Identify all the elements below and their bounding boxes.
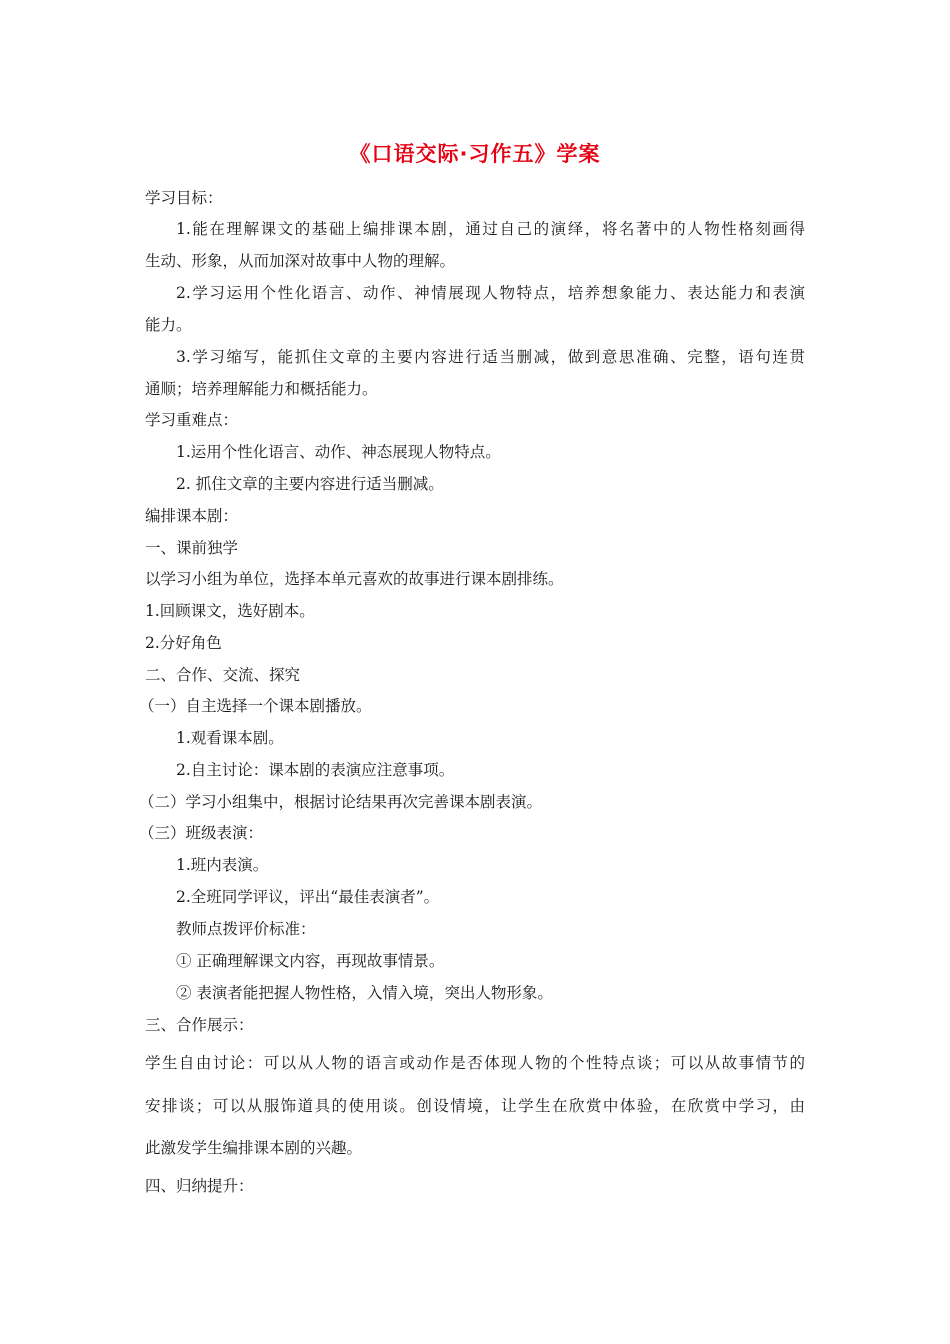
goal-2-line-1: 2.学习运用个性化语言、动作、神情展现人物特点，培养想象能力、表达能力和表演	[176, 284, 805, 302]
criteria-1: ① 正确理解课文内容，再现故事情景。	[176, 952, 445, 970]
section-2-sub-3-step-1: 1.班内表演。	[176, 856, 269, 874]
section-2-sub-2: （二）学习小组集中，根据讨论结果再次完善课本剧表演。	[139, 793, 543, 811]
section-1-step-2: 2.分好角色	[145, 634, 222, 652]
goal-3-line-1: 3.学习缩写，能抓住文章的主要内容进行适当删减，做到意思准确、完整，语句连贯	[176, 348, 805, 366]
goal-3-line-2: 通顺；培养理解能力和概括能力。	[145, 380, 378, 398]
teacher-criteria-heading: 教师点拨评价标准：	[176, 920, 316, 938]
section-3-text-line-1: 学生自由讨论：可以从人物的语言或动作是否体现人物的个性特点谈；可以从故事情节的	[145, 1054, 805, 1072]
section-3-text-line-2: 安排谈；可以从服饰道具的使用谈。创设情境，让学生在欣赏中体验，在欣赏中学习，由	[145, 1097, 805, 1115]
heading-learning-goals: 学习目标：	[145, 189, 223, 207]
goal-2-line-2: 能力。	[145, 316, 192, 334]
key-point-2: 2. 抓住文章的主要内容进行适当删减。	[176, 475, 444, 493]
section-3-heading: 三、合作展示：	[145, 1016, 254, 1034]
key-point-1: 1.运用个性化语言、动作、神态展现人物特点。	[176, 443, 501, 461]
section-2-sub-1-step-2: 2.自主讨论：课本剧的表演应注意事项。	[176, 761, 455, 779]
section-2-sub-1-step-1: 1.观看课本剧。	[176, 729, 284, 747]
goal-1-line-1: 1.能在理解课文的基础上编排课本剧，通过自己的演绎，将名著中的人物性格刻画得	[176, 220, 805, 238]
section-2-heading: 二、合作、交流、探究	[145, 666, 301, 684]
goal-1-line-2: 生动、形象，从而加深对故事中人物的理解。	[145, 252, 456, 270]
section-2-sub-1: （一）自主选择一个课本剧播放。	[139, 697, 372, 715]
section-4-heading: 四、归纳提升：	[145, 1177, 254, 1195]
criteria-2: ② 表演者能把握人物性格，入情入境，突出人物形象。	[176, 984, 553, 1002]
section-2-sub-3-step-2: 2.全班同学评议，评出“最佳表演者”。	[176, 888, 440, 906]
section-2-sub-3: （三）班级表演：	[139, 824, 264, 842]
section-1-step-1: 1.回顾课文，选好剧本。	[145, 602, 315, 620]
document-title: 《口语交际·习作五》学案	[349, 142, 601, 166]
section-3-text-line-3: 此激发学生编排课本剧的兴趣。	[145, 1139, 363, 1157]
heading-arrange-play: 编排课本剧：	[145, 507, 239, 525]
section-1-heading: 一、课前独学	[145, 539, 239, 557]
heading-key-points: 学习重难点：	[145, 411, 239, 429]
section-1-text: 以学习小组为单位，选择本单元喜欢的故事进行课本剧排练。	[145, 570, 564, 588]
